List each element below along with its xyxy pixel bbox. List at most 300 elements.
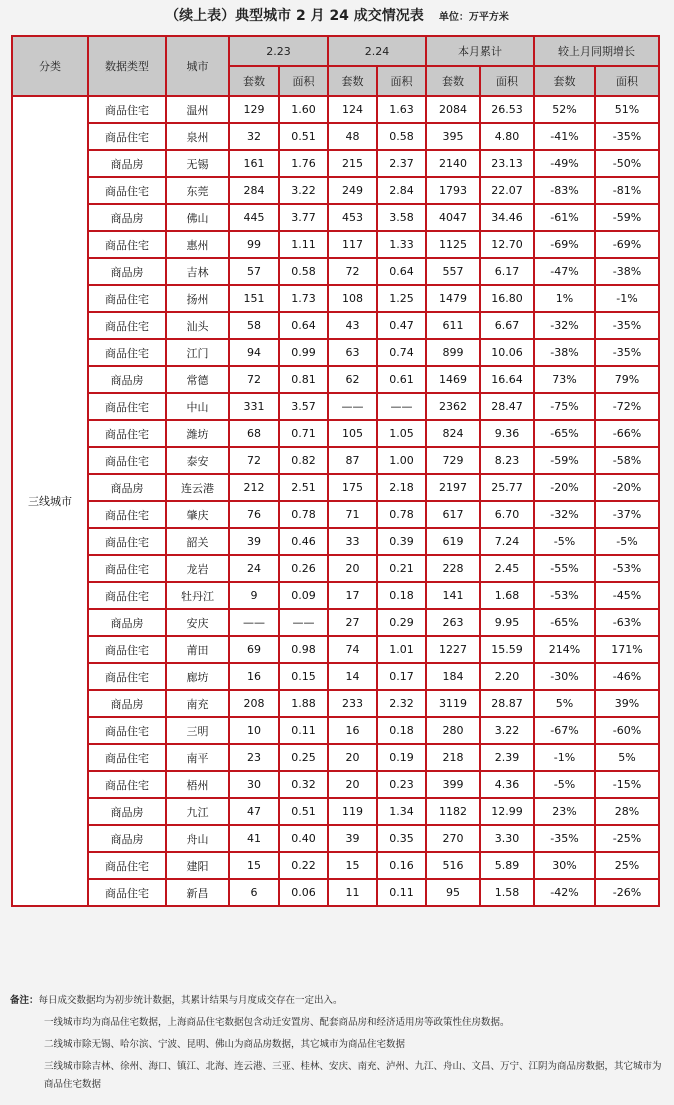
area-0223-cell: 0.46 bbox=[279, 528, 328, 555]
month-area-cell: 1.68 bbox=[480, 582, 534, 609]
count-0223-cell: 9 bbox=[229, 582, 279, 609]
month-area-cell: 16.64 bbox=[480, 366, 534, 393]
header-category: 分类 bbox=[12, 36, 88, 96]
count-0224-cell: 11 bbox=[328, 879, 377, 906]
count-0223-cell: 32 bbox=[229, 123, 279, 150]
growth-count-cell: 52% bbox=[534, 96, 595, 123]
count-0223-cell: 445 bbox=[229, 204, 279, 231]
area-0223-cell: 2.51 bbox=[279, 474, 328, 501]
table-row bbox=[12, 609, 659, 636]
growth-count-cell: -35% bbox=[534, 825, 595, 852]
header-count: 套数 bbox=[534, 66, 595, 96]
growth-count-cell: 30% bbox=[534, 852, 595, 879]
city-cell: 廊坊 bbox=[166, 663, 229, 690]
table-row bbox=[12, 717, 659, 744]
note-line-2: 一线城市均为商品住宅数据，上海商品住宅数据包含动迁安置房、配套商品房和经济适用房等政策性住房数据。 bbox=[44, 1017, 510, 1028]
data-type-cell: 商品房 bbox=[88, 258, 166, 285]
data-type-cell: 商品房 bbox=[88, 204, 166, 231]
area-0223-cell: 0.82 bbox=[279, 447, 328, 474]
city-cell: 牡丹江 bbox=[166, 582, 229, 609]
city-cell: 中山 bbox=[166, 393, 229, 420]
area-0223-cell: 0.51 bbox=[279, 123, 328, 150]
count-0224-cell: 108 bbox=[328, 285, 377, 312]
data-type-cell: 商品住宅 bbox=[88, 879, 166, 906]
city-cell: 温州 bbox=[166, 96, 229, 123]
area-0223-cell: 1.76 bbox=[279, 150, 328, 177]
count-0223-cell: 47 bbox=[229, 798, 279, 825]
table-row bbox=[12, 501, 659, 528]
month-count-cell: 729 bbox=[426, 447, 480, 474]
growth-count-cell: 23% bbox=[534, 798, 595, 825]
growth-count-cell: -20% bbox=[534, 474, 595, 501]
month-count-cell: 1125 bbox=[426, 231, 480, 258]
header-date-1: 2.23 bbox=[229, 36, 328, 66]
growth-count-cell: -1% bbox=[534, 744, 595, 771]
area-0223-cell: 0.64 bbox=[279, 312, 328, 339]
area-0224-cell: 0.23 bbox=[377, 771, 426, 798]
header-growth: 较上月同期增长 bbox=[534, 36, 659, 66]
data-type-cell: 商品住宅 bbox=[88, 420, 166, 447]
table-row bbox=[12, 150, 659, 177]
table-row bbox=[12, 393, 659, 420]
table-row bbox=[12, 258, 659, 285]
title-bar bbox=[0, 0, 674, 30]
month-count-cell: 1227 bbox=[426, 636, 480, 663]
area-0224-cell: 0.18 bbox=[377, 717, 426, 744]
data-type-cell: 商品住宅 bbox=[88, 285, 166, 312]
area-0223-cell: —— bbox=[279, 609, 328, 636]
area-0224-cell: 0.64 bbox=[377, 258, 426, 285]
month-count-cell: 516 bbox=[426, 852, 480, 879]
table-row bbox=[12, 852, 659, 879]
count-0224-cell: 39 bbox=[328, 825, 377, 852]
month-area-cell: 2.39 bbox=[480, 744, 534, 771]
count-0223-cell: 151 bbox=[229, 285, 279, 312]
growth-area-cell: -53% bbox=[595, 555, 659, 582]
data-type-cell: 商品住宅 bbox=[88, 123, 166, 150]
count-0224-cell: 175 bbox=[328, 474, 377, 501]
area-0224-cell: 0.11 bbox=[377, 879, 426, 906]
city-cell: 九江 bbox=[166, 798, 229, 825]
header-area: 面积 bbox=[595, 66, 659, 96]
growth-area-cell: -81% bbox=[595, 177, 659, 204]
data-type-cell: 商品房 bbox=[88, 798, 166, 825]
growth-count-cell: -5% bbox=[534, 528, 595, 555]
growth-area-cell: 51% bbox=[595, 96, 659, 123]
month-area-cell: 4.36 bbox=[480, 771, 534, 798]
month-area-cell: 8.23 bbox=[480, 447, 534, 474]
table-row bbox=[12, 798, 659, 825]
month-count-cell: 399 bbox=[426, 771, 480, 798]
city-cell: 肇庆 bbox=[166, 501, 229, 528]
count-0223-cell: —— bbox=[229, 609, 279, 636]
table-row bbox=[12, 123, 659, 150]
count-0224-cell: 20 bbox=[328, 555, 377, 582]
count-0223-cell: 58 bbox=[229, 312, 279, 339]
month-area-cell: 5.89 bbox=[480, 852, 534, 879]
city-cell: 泉州 bbox=[166, 123, 229, 150]
growth-area-cell: -63% bbox=[595, 609, 659, 636]
data-type-cell: 商品住宅 bbox=[88, 582, 166, 609]
growth-area-cell: -1% bbox=[595, 285, 659, 312]
month-count-cell: 280 bbox=[426, 717, 480, 744]
data-type-cell: 商品住宅 bbox=[88, 96, 166, 123]
month-count-cell: 2197 bbox=[426, 474, 480, 501]
month-count-cell: 228 bbox=[426, 555, 480, 582]
area-0223-cell: 0.40 bbox=[279, 825, 328, 852]
count-0224-cell: 16 bbox=[328, 717, 377, 744]
area-0223-cell: 0.78 bbox=[279, 501, 328, 528]
month-count-cell: 1469 bbox=[426, 366, 480, 393]
city-cell: 安庆 bbox=[166, 609, 229, 636]
month-count-cell: 824 bbox=[426, 420, 480, 447]
table-row bbox=[12, 528, 659, 555]
count-0224-cell: 27 bbox=[328, 609, 377, 636]
count-0223-cell: 212 bbox=[229, 474, 279, 501]
data-type-cell: 商品住宅 bbox=[88, 717, 166, 744]
count-0223-cell: 72 bbox=[229, 366, 279, 393]
growth-area-cell: -58% bbox=[595, 447, 659, 474]
month-count-cell: 263 bbox=[426, 609, 480, 636]
month-area-cell: 34.46 bbox=[480, 204, 534, 231]
area-0223-cell: 0.51 bbox=[279, 798, 328, 825]
month-count-cell: 4047 bbox=[426, 204, 480, 231]
city-cell: 新昌 bbox=[166, 879, 229, 906]
city-cell: 梧州 bbox=[166, 771, 229, 798]
month-count-cell: 395 bbox=[426, 123, 480, 150]
area-0223-cell: 3.22 bbox=[279, 177, 328, 204]
count-0223-cell: 129 bbox=[229, 96, 279, 123]
area-0223-cell: 0.81 bbox=[279, 366, 328, 393]
table-row bbox=[12, 555, 659, 582]
area-0223-cell: 0.22 bbox=[279, 852, 328, 879]
month-area-cell: 9.95 bbox=[480, 609, 534, 636]
note-line-4: 三线城市除吉林、徐州、海口、镇江、北海、连云港、三亚、桂林、安庆、南充、泸州、九江、舟山、文昌、万宁、江阴为商品房数据，其它城市为商品住宅数据 bbox=[44, 1061, 662, 1090]
month-area-cell: 15.59 bbox=[480, 636, 534, 663]
table-row bbox=[12, 879, 659, 906]
table-row bbox=[12, 312, 659, 339]
count-0223-cell: 41 bbox=[229, 825, 279, 852]
area-0224-cell: 1.01 bbox=[377, 636, 426, 663]
count-0223-cell: 16 bbox=[229, 663, 279, 690]
month-area-cell: 7.24 bbox=[480, 528, 534, 555]
table-row bbox=[12, 771, 659, 798]
area-0224-cell: 2.37 bbox=[377, 150, 426, 177]
growth-count-cell: -65% bbox=[534, 420, 595, 447]
count-0223-cell: 72 bbox=[229, 447, 279, 474]
growth-area-cell: 5% bbox=[595, 744, 659, 771]
table-row bbox=[12, 285, 659, 312]
table-row bbox=[12, 636, 659, 663]
growth-area-cell: -26% bbox=[595, 879, 659, 906]
area-0224-cell: 1.00 bbox=[377, 447, 426, 474]
month-count-cell: 218 bbox=[426, 744, 480, 771]
growth-count-cell: 73% bbox=[534, 366, 595, 393]
month-area-cell: 6.17 bbox=[480, 258, 534, 285]
count-0224-cell: 20 bbox=[328, 744, 377, 771]
city-cell: 东莞 bbox=[166, 177, 229, 204]
count-0223-cell: 94 bbox=[229, 339, 279, 366]
growth-count-cell: -32% bbox=[534, 312, 595, 339]
area-0223-cell: 0.71 bbox=[279, 420, 328, 447]
area-0223-cell: 0.32 bbox=[279, 771, 328, 798]
growth-count-cell: -32% bbox=[534, 501, 595, 528]
table-row bbox=[12, 690, 659, 717]
count-0224-cell: 63 bbox=[328, 339, 377, 366]
data-type-cell: 商品住宅 bbox=[88, 339, 166, 366]
month-area-cell: 26.53 bbox=[480, 96, 534, 123]
count-0224-cell: 453 bbox=[328, 204, 377, 231]
growth-area-cell: -46% bbox=[595, 663, 659, 690]
area-0224-cell: 1.05 bbox=[377, 420, 426, 447]
data-type-cell: 商品住宅 bbox=[88, 231, 166, 258]
area-0223-cell: 1.73 bbox=[279, 285, 328, 312]
data-type-cell: 商品房 bbox=[88, 366, 166, 393]
month-area-cell: 22.07 bbox=[480, 177, 534, 204]
area-0224-cell: 0.21 bbox=[377, 555, 426, 582]
growth-area-cell: -50% bbox=[595, 150, 659, 177]
area-0224-cell: 2.32 bbox=[377, 690, 426, 717]
area-0223-cell: 3.77 bbox=[279, 204, 328, 231]
growth-count-cell: -53% bbox=[534, 582, 595, 609]
area-0224-cell: 0.78 bbox=[377, 501, 426, 528]
count-0223-cell: 331 bbox=[229, 393, 279, 420]
header-city: 城市 bbox=[166, 36, 229, 96]
growth-count-cell: -41% bbox=[534, 123, 595, 150]
city-cell: 建阳 bbox=[166, 852, 229, 879]
area-0223-cell: 1.60 bbox=[279, 96, 328, 123]
city-cell: 江门 bbox=[166, 339, 229, 366]
note-line-1 bbox=[10, 990, 666, 1012]
month-area-cell: 23.13 bbox=[480, 150, 534, 177]
city-cell: 韶关 bbox=[166, 528, 229, 555]
growth-count-cell: -83% bbox=[534, 177, 595, 204]
growth-count-cell: 214% bbox=[534, 636, 595, 663]
area-0223-cell: 3.57 bbox=[279, 393, 328, 420]
area-0223-cell: 1.88 bbox=[279, 690, 328, 717]
count-0224-cell: 72 bbox=[328, 258, 377, 285]
table-body bbox=[12, 96, 659, 906]
area-0224-cell: 2.84 bbox=[377, 177, 426, 204]
area-0223-cell: 0.09 bbox=[279, 582, 328, 609]
growth-count-cell: -75% bbox=[534, 393, 595, 420]
city-cell: 舟山 bbox=[166, 825, 229, 852]
city-cell: 汕头 bbox=[166, 312, 229, 339]
table-row bbox=[12, 825, 659, 852]
month-count-cell: 2084 bbox=[426, 96, 480, 123]
month-count-cell: 557 bbox=[426, 258, 480, 285]
data-type-cell: 商品住宅 bbox=[88, 744, 166, 771]
growth-count-cell: -59% bbox=[534, 447, 595, 474]
count-0223-cell: 76 bbox=[229, 501, 279, 528]
note-line-3: 二线城市除无锡、哈尔滨、宁波、昆明、佛山为商品房数据，其它城市为商品住宅数据 bbox=[44, 1039, 406, 1050]
data-type-cell: 商品住宅 bbox=[88, 555, 166, 582]
city-cell: 吉林 bbox=[166, 258, 229, 285]
count-0224-cell: 124 bbox=[328, 96, 377, 123]
table-row bbox=[12, 420, 659, 447]
growth-area-cell: -69% bbox=[595, 231, 659, 258]
data-type-cell: 商品住宅 bbox=[88, 501, 166, 528]
area-0224-cell: 0.61 bbox=[377, 366, 426, 393]
month-count-cell: 611 bbox=[426, 312, 480, 339]
count-0223-cell: 30 bbox=[229, 771, 279, 798]
count-0224-cell: 74 bbox=[328, 636, 377, 663]
area-0224-cell: 0.74 bbox=[377, 339, 426, 366]
area-0224-cell: 0.58 bbox=[377, 123, 426, 150]
table-row bbox=[12, 582, 659, 609]
table-row bbox=[12, 339, 659, 366]
table-row bbox=[12, 744, 659, 771]
month-count-cell: 1182 bbox=[426, 798, 480, 825]
city-cell: 扬州 bbox=[166, 285, 229, 312]
area-0224-cell: 1.34 bbox=[377, 798, 426, 825]
growth-area-cell: -37% bbox=[595, 501, 659, 528]
count-0224-cell: 33 bbox=[328, 528, 377, 555]
count-0224-cell: 20 bbox=[328, 771, 377, 798]
header-area: 面积 bbox=[377, 66, 426, 96]
count-0223-cell: 24 bbox=[229, 555, 279, 582]
area-0224-cell: 0.47 bbox=[377, 312, 426, 339]
month-count-cell: 899 bbox=[426, 339, 480, 366]
table-row bbox=[12, 663, 659, 690]
area-0224-cell: —— bbox=[377, 393, 426, 420]
month-count-cell: 1479 bbox=[426, 285, 480, 312]
data-type-cell: 商品住宅 bbox=[88, 528, 166, 555]
area-0223-cell: 0.99 bbox=[279, 339, 328, 366]
count-0223-cell: 10 bbox=[229, 717, 279, 744]
data-type-cell: 商品住宅 bbox=[88, 312, 166, 339]
area-0223-cell: 0.98 bbox=[279, 636, 328, 663]
month-area-cell: 2.45 bbox=[480, 555, 534, 582]
header-area: 面积 bbox=[480, 66, 534, 96]
growth-area-cell: -20% bbox=[595, 474, 659, 501]
city-cell: 佛山 bbox=[166, 204, 229, 231]
city-cell: 莆田 bbox=[166, 636, 229, 663]
count-0224-cell: 117 bbox=[328, 231, 377, 258]
count-0223-cell: 23 bbox=[229, 744, 279, 771]
area-0224-cell: 0.29 bbox=[377, 609, 426, 636]
city-cell: 南充 bbox=[166, 690, 229, 717]
area-0223-cell: 0.11 bbox=[279, 717, 328, 744]
area-0224-cell: 1.25 bbox=[377, 285, 426, 312]
city-cell: 无锡 bbox=[166, 150, 229, 177]
month-area-cell: 25.77 bbox=[480, 474, 534, 501]
area-0224-cell: 0.19 bbox=[377, 744, 426, 771]
header-date-2: 2.24 bbox=[328, 36, 426, 66]
area-0223-cell: 0.58 bbox=[279, 258, 328, 285]
growth-count-cell: -42% bbox=[534, 879, 595, 906]
header-data-type: 数据类型 bbox=[88, 36, 166, 96]
area-0224-cell: 2.18 bbox=[377, 474, 426, 501]
count-0223-cell: 68 bbox=[229, 420, 279, 447]
growth-count-cell: -55% bbox=[534, 555, 595, 582]
month-count-cell: 619 bbox=[426, 528, 480, 555]
month-area-cell: 1.58 bbox=[480, 879, 534, 906]
city-cell: 潍坊 bbox=[166, 420, 229, 447]
growth-count-cell: -38% bbox=[534, 339, 595, 366]
month-area-cell: 10.06 bbox=[480, 339, 534, 366]
city-cell: 惠州 bbox=[166, 231, 229, 258]
month-count-cell: 2362 bbox=[426, 393, 480, 420]
growth-area-cell: 171% bbox=[595, 636, 659, 663]
count-0224-cell: 43 bbox=[328, 312, 377, 339]
growth-count-cell: -61% bbox=[534, 204, 595, 231]
month-count-cell: 3119 bbox=[426, 690, 480, 717]
growth-count-cell: -49% bbox=[534, 150, 595, 177]
growth-area-cell: -35% bbox=[595, 312, 659, 339]
count-0223-cell: 39 bbox=[229, 528, 279, 555]
table-row bbox=[12, 177, 659, 204]
data-type-cell: 商品房 bbox=[88, 690, 166, 717]
month-count-cell: 141 bbox=[426, 582, 480, 609]
growth-count-cell: -47% bbox=[534, 258, 595, 285]
count-0223-cell: 284 bbox=[229, 177, 279, 204]
growth-area-cell: -25% bbox=[595, 825, 659, 852]
city-cell: 泰安 bbox=[166, 447, 229, 474]
month-area-cell: 3.30 bbox=[480, 825, 534, 852]
area-0224-cell: 0.18 bbox=[377, 582, 426, 609]
notes-section bbox=[10, 990, 666, 1094]
growth-count-cell: -30% bbox=[534, 663, 595, 690]
growth-area-cell: -5% bbox=[595, 528, 659, 555]
header-month-total: 本月累计 bbox=[426, 36, 534, 66]
table-row bbox=[12, 96, 659, 123]
area-0223-cell: 0.26 bbox=[279, 555, 328, 582]
count-0223-cell: 15 bbox=[229, 852, 279, 879]
area-0223-cell: 1.11 bbox=[279, 231, 328, 258]
data-type-cell: 商品房 bbox=[88, 150, 166, 177]
count-0224-cell: 17 bbox=[328, 582, 377, 609]
table-row bbox=[12, 366, 659, 393]
count-0223-cell: 69 bbox=[229, 636, 279, 663]
table-header bbox=[12, 36, 659, 96]
growth-count-cell: 1% bbox=[534, 285, 595, 312]
count-0224-cell: 62 bbox=[328, 366, 377, 393]
month-count-cell: 1793 bbox=[426, 177, 480, 204]
unit-label: 单位：万平方米 bbox=[438, 12, 509, 23]
table-row bbox=[12, 231, 659, 258]
area-0223-cell: 0.25 bbox=[279, 744, 328, 771]
month-area-cell: 28.87 bbox=[480, 690, 534, 717]
data-type-cell: 商品住宅 bbox=[88, 636, 166, 663]
table-row bbox=[12, 474, 659, 501]
count-0224-cell: 249 bbox=[328, 177, 377, 204]
count-0223-cell: 208 bbox=[229, 690, 279, 717]
count-0224-cell: 233 bbox=[328, 690, 377, 717]
city-cell: 龙岩 bbox=[166, 555, 229, 582]
city-cell: 连云港 bbox=[166, 474, 229, 501]
growth-count-cell: 5% bbox=[534, 690, 595, 717]
month-area-cell: 4.80 bbox=[480, 123, 534, 150]
growth-area-cell: -66% bbox=[595, 420, 659, 447]
count-0224-cell: 215 bbox=[328, 150, 377, 177]
city-cell: 南平 bbox=[166, 744, 229, 771]
growth-count-cell: -5% bbox=[534, 771, 595, 798]
count-0224-cell: 14 bbox=[328, 663, 377, 690]
month-area-cell: 9.36 bbox=[480, 420, 534, 447]
growth-area-cell: -38% bbox=[595, 258, 659, 285]
month-area-cell: 6.70 bbox=[480, 501, 534, 528]
data-type-cell: 商品住宅 bbox=[88, 852, 166, 879]
area-0224-cell: 0.17 bbox=[377, 663, 426, 690]
growth-count-cell: -65% bbox=[534, 609, 595, 636]
growth-area-cell: -45% bbox=[595, 582, 659, 609]
growth-area-cell: -60% bbox=[595, 717, 659, 744]
header-count: 套数 bbox=[229, 66, 279, 96]
growth-area-cell: 79% bbox=[595, 366, 659, 393]
growth-count-cell: -69% bbox=[534, 231, 595, 258]
count-0224-cell: 119 bbox=[328, 798, 377, 825]
